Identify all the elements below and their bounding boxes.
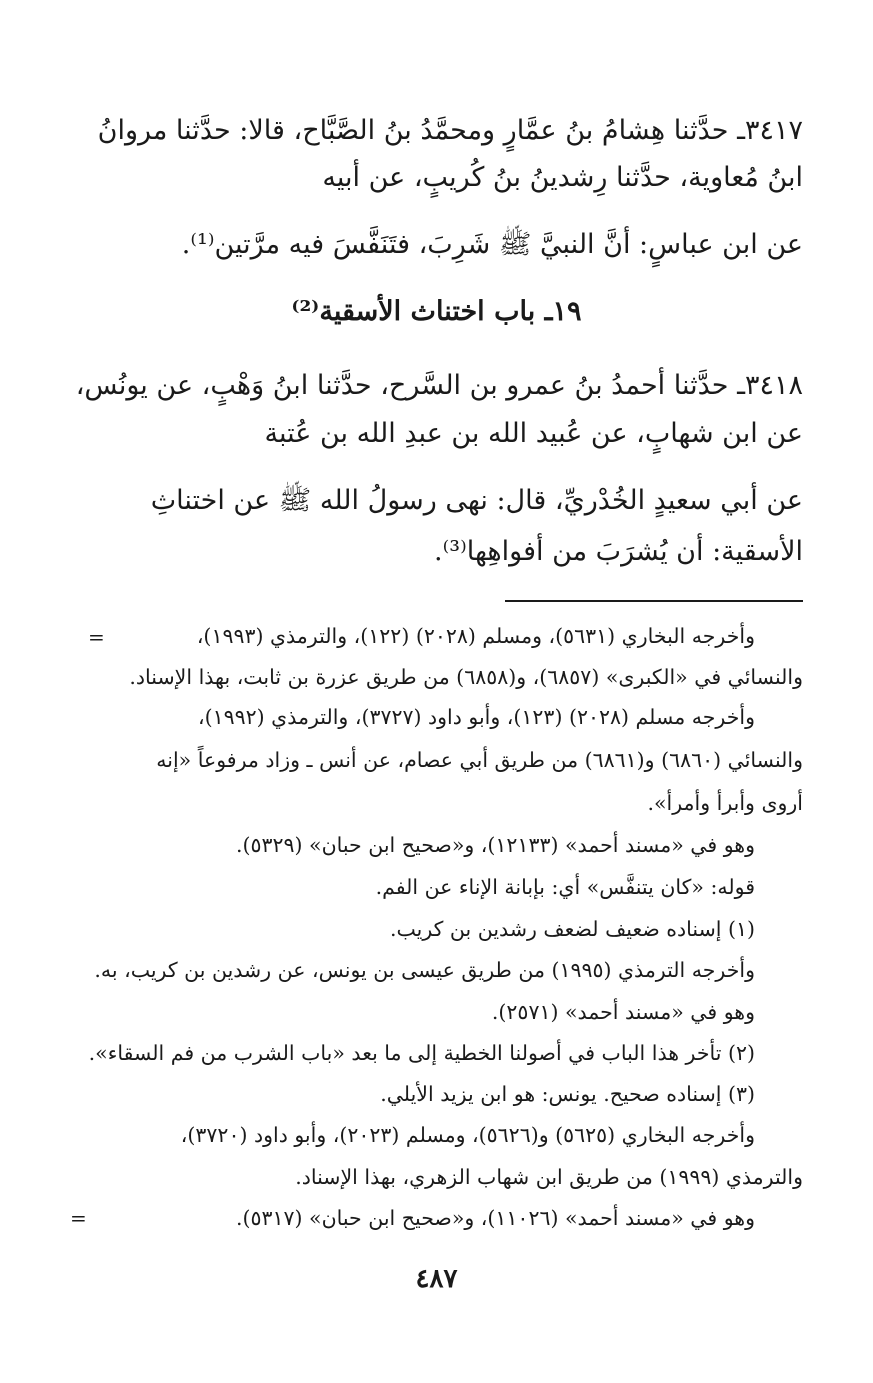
footnote-line: وهو في «مسند أحمد» (١١٠٢٦)، و«صحيح ابن حبان» (٥٣١٧). bbox=[235, 1206, 755, 1230]
footnote-line: وهو في «مسند أحمد» (١٢١٣٣)، و«صحيح ابن حبان» (٥٣٢٩). bbox=[235, 833, 755, 857]
hadith-3417-text: عن ابن عباسٍ: أنَّ النبيَّ ﷺ شَرِبَ، فتَنَفَّسَ فيه مرَّتين⁽¹⁾. bbox=[181, 229, 803, 260]
footnote-line: وأخرجه مسلم (٢٠٢٨) (١٢٣)، وأبو داود (٣٧٢٧)، والترمذي (١٩٩٢)، bbox=[198, 705, 755, 729]
hadith-3417-line-2: ابنُ مُعاوية، حدَّثنا رِشدينُ بنُ كُريبٍ، عن أبيه bbox=[322, 162, 803, 193]
footnote-line: قوله: «كان يتنفَّس» أي: بإبانة الإناء عن الفم. bbox=[375, 875, 755, 899]
footnote-separator bbox=[505, 600, 803, 602]
footnote-line: وأخرجه الترمذي (١٩٩٥) من طريق عيسى بن يونس، عن رشدين بن كريب، به. bbox=[94, 958, 755, 982]
hadith-3417-line-1: ٣٤١٧ـ حدَّثنا هِشامُ بنُ عمَّارٍ ومحمَّدُ بنُ الصَّبَّاح، قالا: حدَّثنا مروانُ bbox=[97, 115, 803, 146]
page-number: ٤٨٧ bbox=[415, 1264, 458, 1294]
footnote-2: (٢) تأخر هذا الباب في أصولنا الخطية إلى ما بعد «باب الشرب من فم السقاء». bbox=[88, 1041, 755, 1065]
footnote-line: وأخرجه البخاري (٥٦٢٥) و(٥٦٢٦)، ومسلم (٢٠٢٣)، وأبو داود (٣٧٢٠)، bbox=[180, 1123, 755, 1147]
footnote-1: (١) إسناده ضعيف لضعف رشدين بن كريب. bbox=[389, 917, 755, 941]
hadith-3418-text-line-2: الأسقية: أن يُشرَبَ من أفواهِها⁽³⁾. bbox=[434, 536, 803, 567]
footnote-continuation-mark: = bbox=[88, 625, 105, 649]
footnote-line: أروى وأبرأ وأمرأ». bbox=[647, 791, 803, 815]
footnote-line: وأخرجه البخاري (٥٦٣١)، ومسلم (٢٠٢٨) (١٢٢)، والترمذي (١٩٩٣)، bbox=[196, 624, 755, 648]
footnote-3: (٣) إسناده صحيح. يونس: هو ابن يزيد الأيلي. bbox=[380, 1082, 755, 1106]
footnote-line: والنسائي (٦٨٦٠) و(٦٨٦١) من طريق أبي عصام، عن أنس ـ وزاد مرفوعاً «إنه bbox=[156, 748, 803, 772]
hadith-3418-line-2: عن ابن شهابٍ، عن عُبيد الله بن عبدِ الله بن عُتبة bbox=[264, 418, 803, 449]
footnote-line: والترمذي (١٩٩٩) من طريق ابن شهاب الزهري، بهذا الإسناد. bbox=[295, 1165, 803, 1189]
footnote-line: وهو في «مسند أحمد» (٢٥٧١). bbox=[491, 1000, 755, 1024]
chapter-heading: ١٩ـ باب اختناث الأسقية⁽²⁾ bbox=[291, 296, 582, 327]
footnote-end-mark: = bbox=[70, 1206, 87, 1230]
hadith-3418-line-1: ٣٤١٨ـ حدَّثنا أحمدُ بنُ عمرو بن السَّرح، حدَّثنا ابنُ وَهْبٍ، عن يونُس، bbox=[75, 370, 803, 401]
footnote-line: والنسائي في «الكبرى» (٦٨٥٧)، و(٦٨٥٨) من طريق عزرة بن ثابت، بهذا الإسناد. bbox=[129, 665, 803, 689]
hadith-3418-text-line-1: عن أبي سعيدٍ الخُدْريِّ، قال: نهى رسولُ الله ﷺ عن اختناثِ bbox=[150, 485, 803, 516]
